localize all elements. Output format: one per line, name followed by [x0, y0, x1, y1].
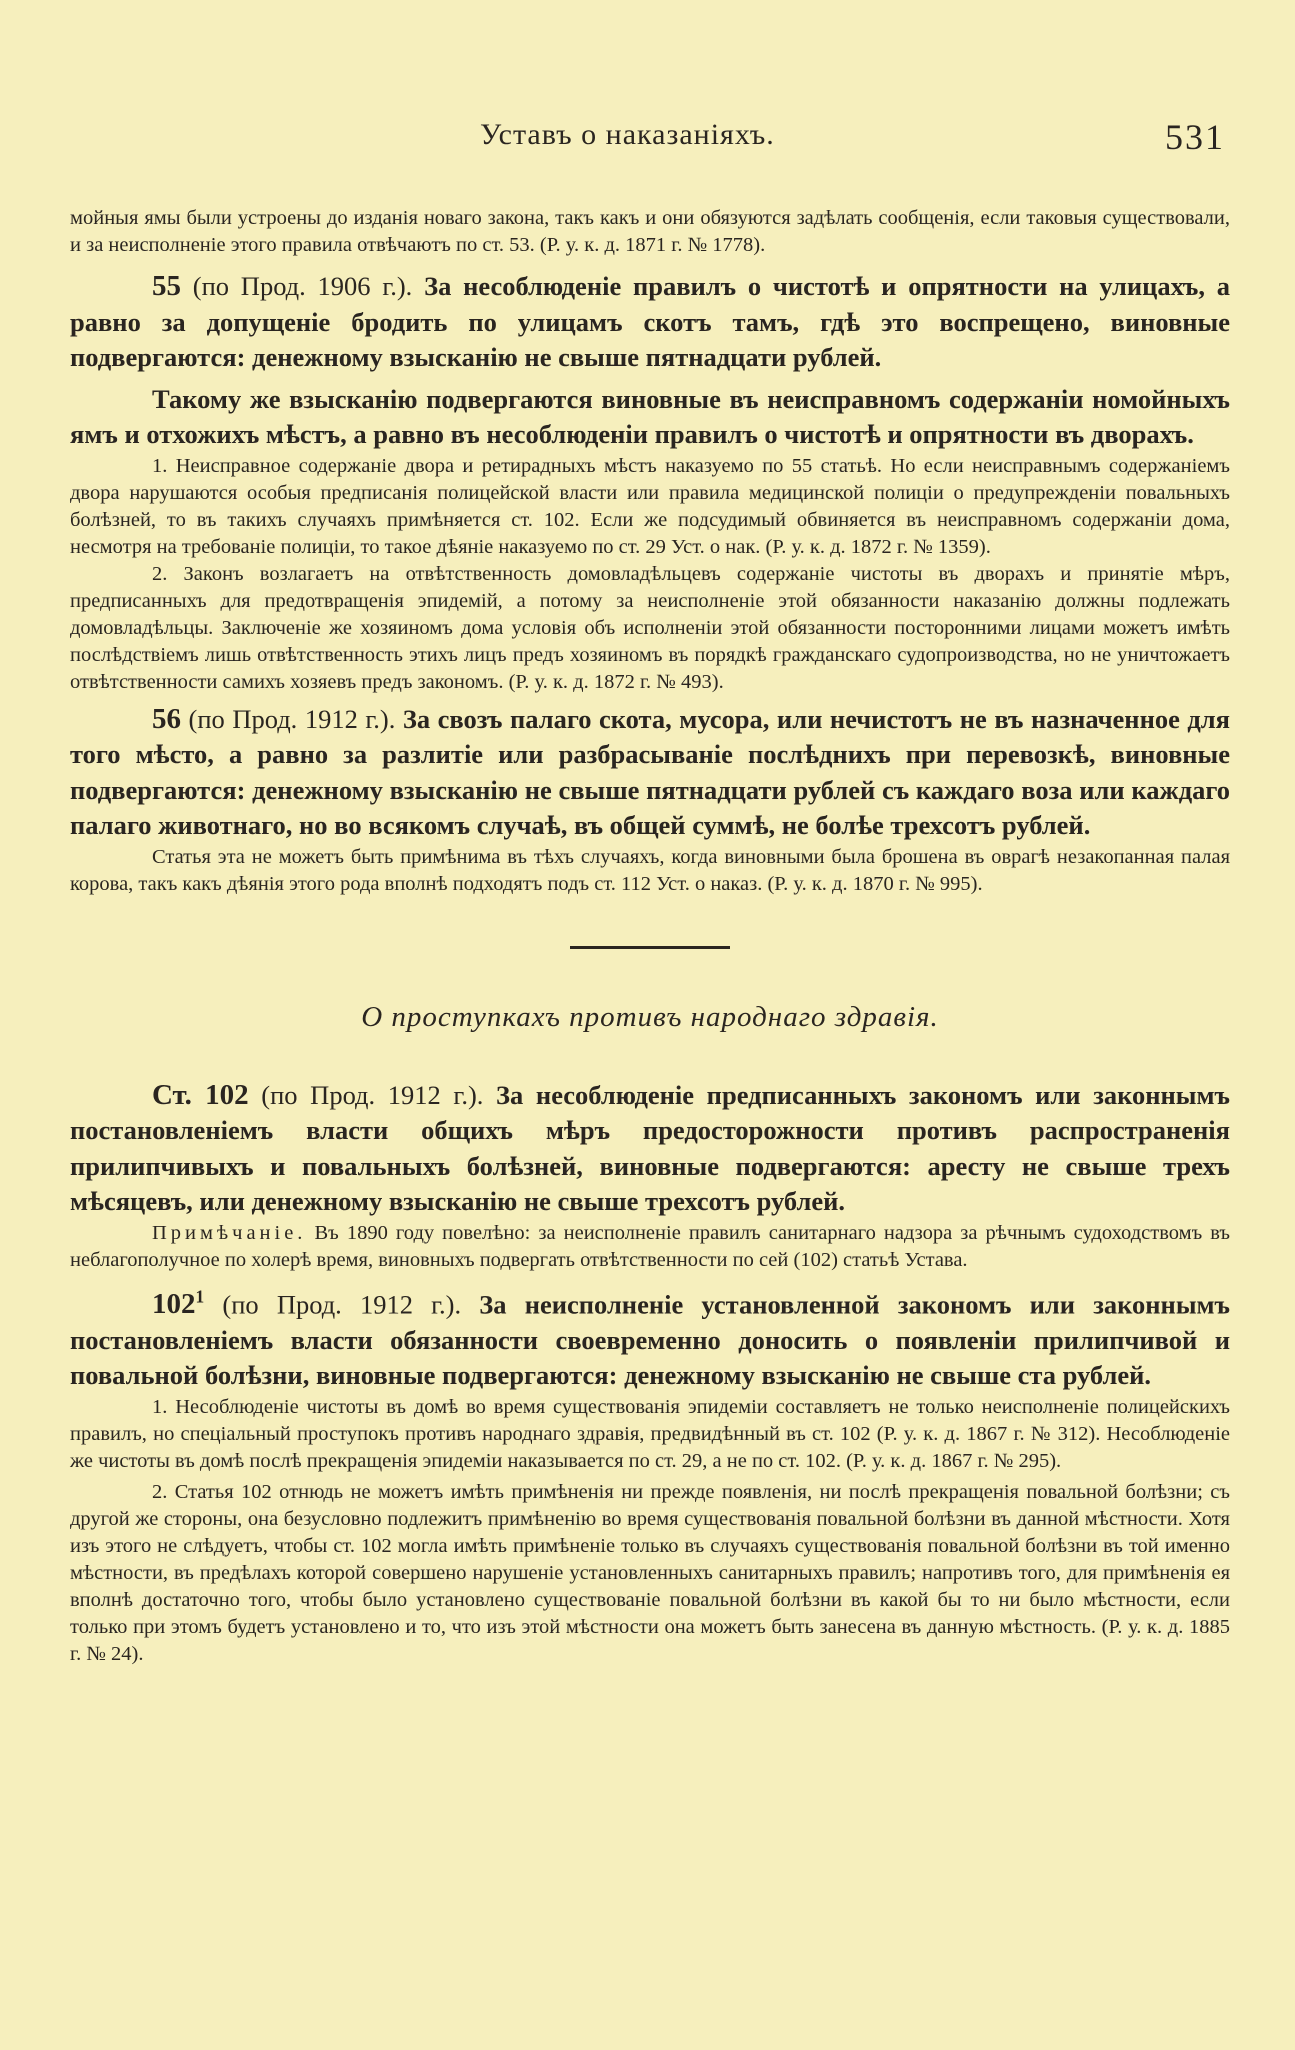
- article-number: Ст. 102: [152, 1078, 249, 1111]
- note-text: Въ 1890 году повелѣно: за неисполненіе правилъ санитарнаго надзора за рѣчнымъ судоходствомъ въ неблагополучное по холерѣ время, виновныхъ подвергать отвѣтственности по сей (102) статьѣ Устава.: [70, 1221, 1230, 1271]
- note-label: Примѣчаніе.: [152, 1221, 307, 1244]
- article-prod: (по Прод. 1912 г.).: [222, 1289, 462, 1320]
- page-number: 531: [1165, 117, 1225, 157]
- article-superscript: 1: [195, 1286, 205, 1307]
- section-title: О проступкахъ противъ народнаго здравія.: [361, 1000, 939, 1033]
- article-text: За неисполненіе установленной закономъ или законнымъ постановленіемъ власти обязанности своевременно доносить о появленіи прилипчивой и повальной болѣзни, виновные подвергаются: денежному взысканію не свыше ста рублей.: [70, 1289, 1231, 1391]
- article-text: За несоблюденіе предписанныхъ закономъ или законнымъ постановленіемъ власти общихъ мѣръ предосторожности противъ распространенія прилипчивыхъ и повальныхъ болѣзней, виновные подвергаются: аресту не свыше трехъ мѣсяцевъ, или денежному взысканію не свыше трехсотъ рублей.: [70, 1079, 1230, 1216]
- article-text: За свозъ палаго скота, мусора, или нечистотъ не въ назначенное для того мѣсто, а равно за разлитіе или разбрасываніе послѣднихъ при перевозкѣ, виновные подвергаются: денежному взысканію не свыше пятнадцати рублей съ каждаго воза или каждаго палаго животнаго, но во всякомъ случаѣ, въ общей суммѣ, не болѣе трехсотъ рублей.: [70, 703, 1230, 840]
- article-55-note-2: 2. Законъ возлагаетъ на отвѣтственность домовладѣльцевъ содержаніе чистоты въ дворахъ и принятіе мѣръ, предписанныхъ для предотвращенія эпидемій, а потому за неисполненіе этой обязанности наказанію должны подлежать домовладѣльцы. Заключеніе же хозяиномъ дома условія объ исполненіи этой обязанности посторонними лицами можетъ имѣть послѣдствіемъ лишь отвѣтственность этихъ лицъ предъ хозяиномъ въ порядкѣ гражданскаго судопроизводства, но не уничтожаетъ отвѣтственности самихъ хозяевъ предъ закономъ. (Р. у. к. д. 1872 г. № 493).: [70, 562, 1230, 693]
- article-102-1-note-2: 2. Статья 102 отнюдь не можетъ имѣть примѣненія ни прежде появленія, ни послѣ прекращенія повальной болѣзни; съ другой же стороны, она безусловно подлежитъ примѣненію во время существованія повальной болѣзни въ данной мѣстности. Хотя изъ этого не слѣдуетъ, чтобы ст. 102 могла имѣть примѣненіе только въ случаяхъ существованія повальной болѣзни въ той именно мѣстности, въ предѣлахъ которой совершено нарушеніе установленныхъ санитарныхъ правилъ; напротивъ того, для примѣненія ея вполнѣ достаточно того, чтобы было установлено существованіе повальной болѣзни въ какой бы то ни было мѣстности, если только при этомъ будетъ установлено и то, что изъ этой мѣстности она можетъ быть занесена въ данную мѣстность. (Р. у. к. д. 1885 г. № 24).: [70, 1480, 1230, 1665]
- article-text: За несоблюденіе правилъ о чистотѣ и опрятности на улицахъ, а равно за допущеніе бродить по улицамъ скотъ тамъ, гдѣ это воспрещено, виновные подвергаются: денежному взысканію не свыше пятнадцати рублей.: [70, 271, 1231, 372]
- running-header: [70, 118, 1225, 158]
- section-divider: [570, 946, 730, 949]
- article-55-para2: Такому же взысканію подвергаются виновные въ неисправномъ содержаніи номойныхъ ямъ и отхожихъ мѣстъ, а равно въ несоблюденіи правилъ о чистотѣ и опрятности въ дворахъ.: [70, 383, 1230, 449]
- article-number: 56: [152, 702, 181, 735]
- article-number: 55: [152, 270, 181, 302]
- article-number: $102^1$: [152, 1286, 205, 1321]
- article-prod: (по Прод. 1912 г.).: [188, 703, 396, 734]
- continuation-paragraph: мойныя ямы были устроены до изданія новаго закона, такъ какъ и они обязуются задѣлать сообщенія, если таковыя существовали, и за неисполненіе этого правила отвѣчаютъ по ст. 53. (Р. у. к. д. 1871 г. № 1778).: [70, 207, 1230, 256]
- article-56: [70, 702, 1230, 844]
- article-prod: (по Прод. 1912 г.).: [261, 1079, 484, 1110]
- article-102: [70, 1078, 1230, 1220]
- article-55-note-1: 1. Неисправное содержаніе двора и ретирадныхъ мѣстъ наказуемо по 55 статьѣ. Но если неисправнымъ содержаніемъ двора нарушаются особыя предписанія полицейской власти или правила медицинской полиціи о предупрежденіи повальныхъ болѣзней, то въ такихъ случаяхъ примѣняется ст. 102. Если же подсудимый обвиняется въ неисправномъ содержаніи дома, несмотря на требованіе полиціи, то такое дѣяніе наказуемо по ст. 29 Уст. о нак. (Р. у. к. д. 1872 г. № 1359).: [70, 454, 1230, 558]
- article-102-1: [70, 1280, 1230, 1394]
- article-102-note: [70, 1220, 1230, 1274]
- article-prod: (по Прод. 1906 г.).: [192, 271, 413, 301]
- running-title: Уставъ о наказаніяхъ.: [480, 118, 775, 151]
- page-body: [70, 205, 1230, 1668]
- article-56-note: Статья эта не можетъ быть примѣнима въ тѣхъ случаяхъ, когда виновными была брошена въ оврагѣ незакопанная палая корова, такъ какъ дѣянія этого рода вполнѣ подходятъ подъ ст. 112 Уст. о наказ. (Р. у. к. д. 1870 г. № 995).: [70, 845, 1230, 895]
- article-102-1-note-1: 1. Несоблюденіе чистоты въ домѣ во время существованія эпидеміи составляетъ не только неисполненіе полицейскихъ правилъ, но спеціальный проступокъ противъ народнаго здравія, предвидѣнный въ ст. 102 (Р. у. к. д. 1867 г. № 312). Несоблюденіе же чистоты въ домѣ послѣ прекращенія эпидеміи наказывается по ст. 29, а не по ст. 102. (Р. у. к. д. 1867 г. № 295).: [70, 1395, 1230, 1472]
- article-55: [70, 269, 1230, 376]
